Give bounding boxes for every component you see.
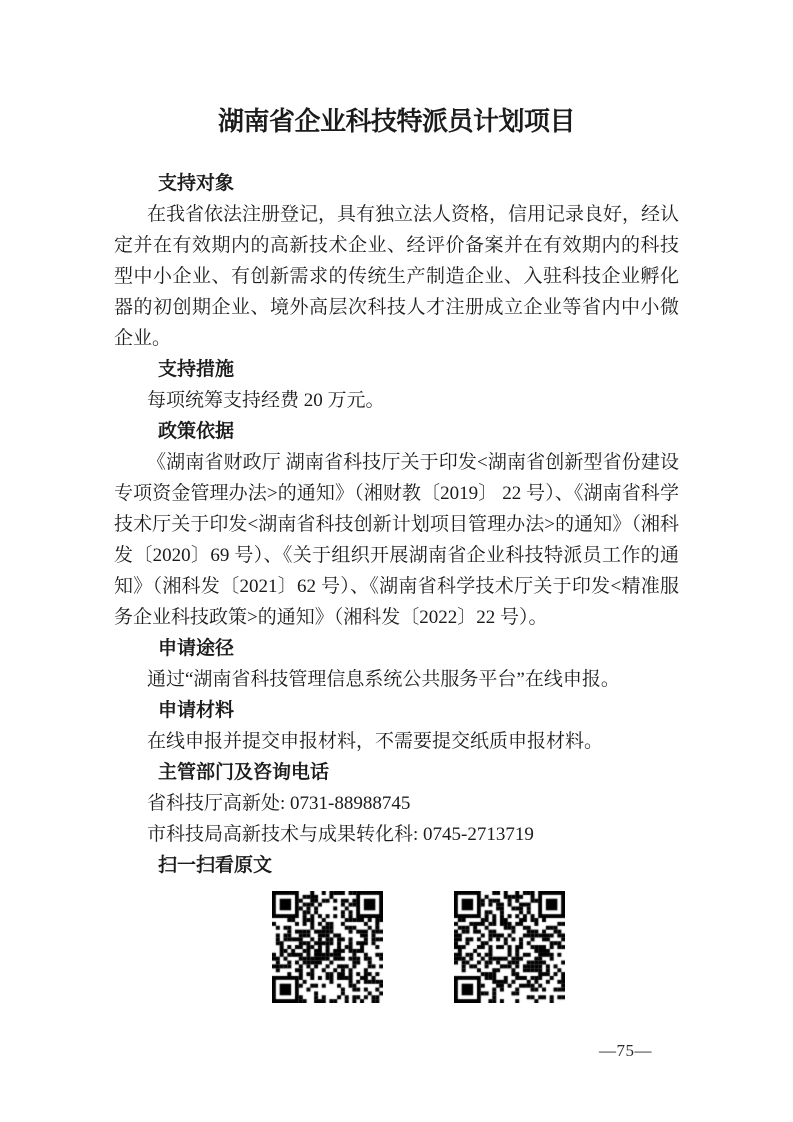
page-number: —75—: [599, 1041, 652, 1060]
section-scan-original: [114, 850, 679, 1003]
paragraph: 每项统筹支持经费 20 万元。: [147, 390, 385, 411]
qr-code-right-icon: [454, 891, 565, 1003]
section-support-target: [114, 168, 679, 354]
qr-row: [272, 891, 679, 1003]
section-heading-contact: 主管部门及咨询电话: [158, 762, 330, 783]
content-column: [114, 168, 679, 1003]
section-heading-application-channel: 申请途径: [158, 638, 235, 659]
section-application-materials: [114, 695, 679, 757]
section-contact: [114, 757, 679, 850]
section-support-measures: [114, 354, 679, 416]
section-heading-scan-original: 扫一扫看原文: [158, 855, 273, 876]
page-title: 湖南省企业科技特派员计划项目: [217, 107, 575, 136]
paragraph: 通过“湖南省科技管理信息系统公共服务平台”在线申报。: [147, 669, 620, 690]
section-heading-application-materials: 申请材料: [158, 700, 235, 721]
section-heading-policy-basis: 政策依据: [158, 421, 235, 442]
qr-code-left-icon: [272, 891, 383, 1003]
paragraph: 在线申报并提交申报材料，不需要提交纸质申报材料。: [147, 731, 604, 752]
section-heading-support-measures: 支持措施: [158, 359, 235, 380]
paragraph: 在我省依法注册登记，具有独立法人资格，信用记录良好，经认定并在有效期内的高新技术企业、经评价备案并在有效期内的科技型中小企业、有创新需求的传统生产制造企业、入驻科技企业孵化器的初创期企业、境外高层次科技人才注册成立企业等省内中小微企业。: [114, 204, 680, 349]
paragraph: 《湖南省财政厅 湖南省科技厅关于印发<湖南省创新型省份建设专项资金管理办法>的通知》（湘财教〔2019〕 22 号）、《湖南省科学技术厅关于印发<湖南省科技创新计划项目管理办法>的通知》（湘科发〔2020〕69 号）、《关于组织开展湖南省企业科技特派员工作的通知》（湘科发〔2021〕62 号）、《湖南省科学技术厅关于印发<精准服务企业科技政策>的通知》（湘科发〔2022〕22 号）。: [114, 452, 679, 628]
contact-line-city: 市科技局高新技术与成果转化科: 0745-2713719: [147, 824, 534, 845]
contact-line-province: 省科技厅高新处: 0731-88988745: [147, 793, 411, 814]
section-heading-support-target: 支持对象: [158, 173, 235, 194]
section-policy-basis: [114, 416, 679, 633]
section-application-channel: [114, 633, 679, 695]
